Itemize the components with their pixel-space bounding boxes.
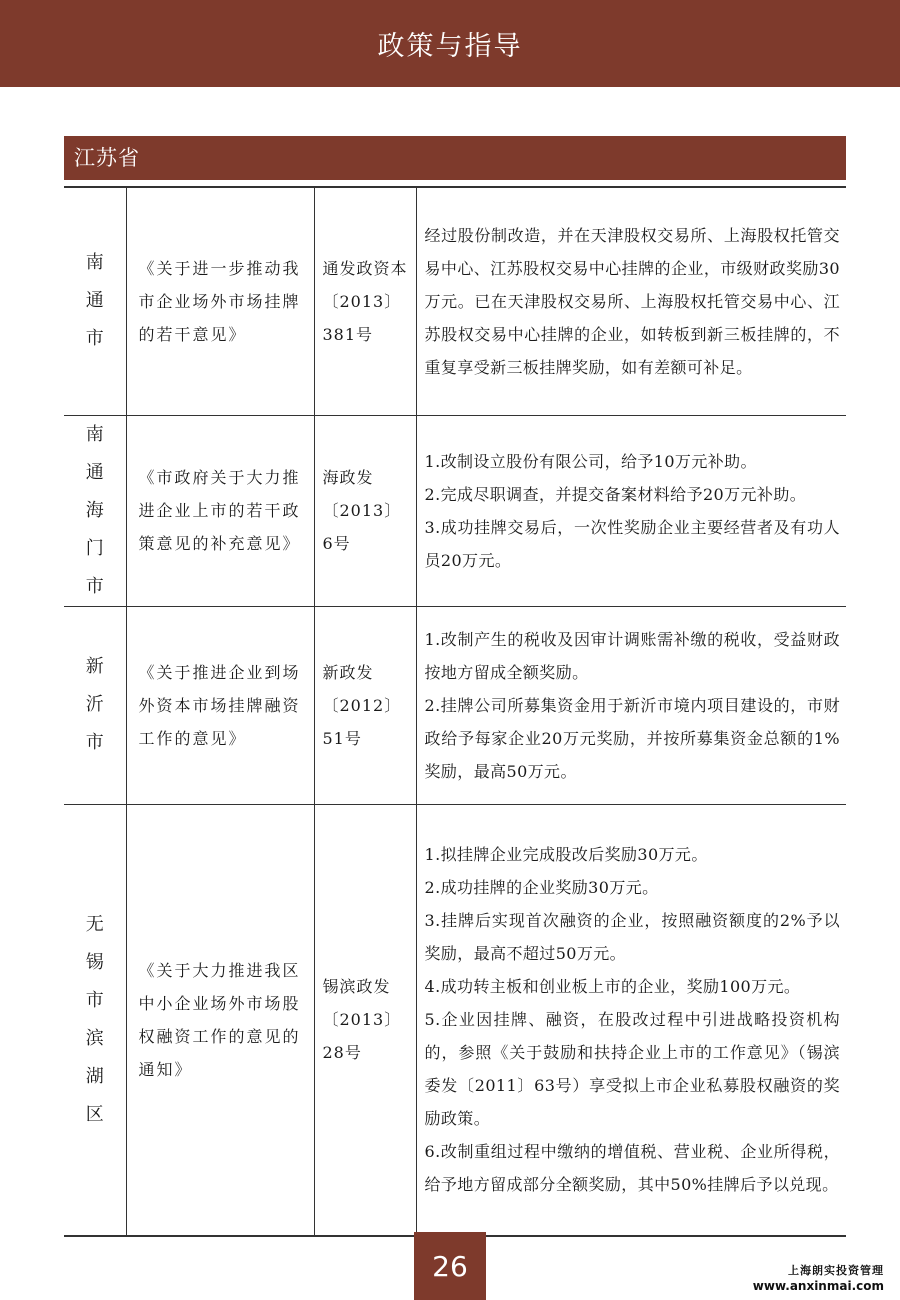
city-cell	[64, 804, 126, 1236]
policy-table	[64, 186, 846, 1237]
policy-title-cell: 《关于进一步推动我市企业场外市场挂牌的若干意见》	[126, 187, 314, 415]
page-header-banner	[0, 0, 900, 87]
policy-title-cell: 《关于推进企业到场外资本市场挂牌融资工作的意见》	[126, 606, 314, 804]
page-number-badge	[414, 1232, 486, 1300]
policy-content-cell	[416, 187, 846, 415]
section-title: 江苏省	[74, 146, 140, 170]
section-title-bar	[64, 136, 846, 180]
content-line: 2.挂牌公司所募集资金用于新沂市境内项目建设的，市财政给予每家企业20万元奖励，并按所募集资金总额的1%奖励，最高50万元。	[424, 695, 840, 781]
table-row	[64, 804, 846, 1236]
city-char: 通	[85, 461, 104, 483]
table-row	[64, 606, 846, 804]
brand-name: 上海朗实投资管理	[788, 1264, 884, 1277]
document-number-cell: 通发政资本〔2013〕381号	[314, 187, 416, 415]
content-line: 3.挂牌后实现首次融资的企业，按照融资额度的2%予以奖励，最高不超过50万元。	[424, 911, 840, 964]
content-line: 3.成功挂牌交易后，一次性奖励企业主要经营者及有功人员20万元。	[424, 517, 840, 570]
city-char: 沂	[85, 694, 104, 715]
content-line: 1.改制产生的税收及因审计调账需补缴的税收，受益财政按地方留成全额奖励。	[424, 629, 840, 682]
city-char: 无	[85, 913, 104, 935]
policy-content-cell	[416, 415, 846, 606]
city-char: 通	[85, 290, 104, 312]
content-line: 4.成功转主板和创业板上市的企业，奖励100万元。	[424, 977, 801, 997]
content-line: 5.企业因挂牌、融资，在股改过程中引进战略投资机构的，参照《关于鼓励和扶持企业上市的工作意见》（锡滨委发〔2011〕63号）享受拟上市企业私募股权融资的奖励政策。	[424, 1010, 840, 1129]
document-number-cell: 锡滨政发〔2013〕28号	[314, 804, 416, 1236]
page-number: 26	[432, 1249, 468, 1283]
content-line: 2.完成尽职调查，并提交备案材料给予20万元补助。	[424, 484, 807, 504]
city-char: 南	[85, 252, 104, 274]
city-char: 市	[85, 732, 104, 753]
city-char: 市	[85, 989, 104, 1011]
content-line: 经过股份制改造，并在天津股权交易所、上海股权托管交易中心、江苏股权交易中心挂牌的企业，市级财政奖励30万元。已在天津股权交易所、上海股权托管交易中心、江苏股权交易中心挂牌的企业，如转板到新三板挂牌的，不重复享受新三板挂牌奖励，如有差额可补足。	[424, 225, 840, 377]
city-char: 区	[85, 1103, 104, 1125]
city-char: 南	[85, 423, 104, 445]
city-char: 锡	[85, 951, 104, 973]
content-line: 6.改制重组过程中缴纳的增值税、营业税、企业所得税，给予地方留成部分全额奖励，其中50%挂牌后予以兑现。	[424, 1142, 840, 1195]
city-char: 市	[85, 575, 104, 597]
city-cell	[64, 415, 126, 606]
policy-title-cell: 《关于大力推进我区中小企业场外市场股权融资工作的意见的通知》	[126, 804, 314, 1236]
city-char: 海	[85, 499, 104, 521]
policy-content-cell	[416, 804, 846, 1236]
city-char: 市	[85, 328, 104, 350]
city-char: 湖	[85, 1065, 104, 1087]
policy-title-cell: 《市政府关于大力推进企业上市的若干政策意见的补充意见》	[126, 415, 314, 606]
policy-content-cell	[416, 606, 846, 804]
table-row	[64, 187, 846, 415]
city-char: 新	[85, 656, 104, 677]
content-line: 2.成功挂牌的企业奖励30万元。	[424, 878, 659, 898]
city-char: 滨	[85, 1027, 104, 1049]
city-cell	[64, 606, 126, 804]
city-char: 门	[85, 537, 104, 559]
content-line: 1.拟挂牌企业完成股改后奖励30万元。	[424, 845, 708, 865]
table-row	[64, 415, 846, 606]
page-header-title: 政策与指导	[377, 31, 523, 62]
document-number-cell: 新政发〔2012〕51号	[314, 606, 416, 804]
city-cell	[64, 187, 126, 415]
brand-url[interactable]: www.anxinmai.com	[752, 1279, 884, 1293]
content-line: 1.改制设立股份有限公司，给予10万元补助。	[424, 451, 757, 471]
document-number-cell: 海政发〔2013〕6号	[314, 415, 416, 606]
